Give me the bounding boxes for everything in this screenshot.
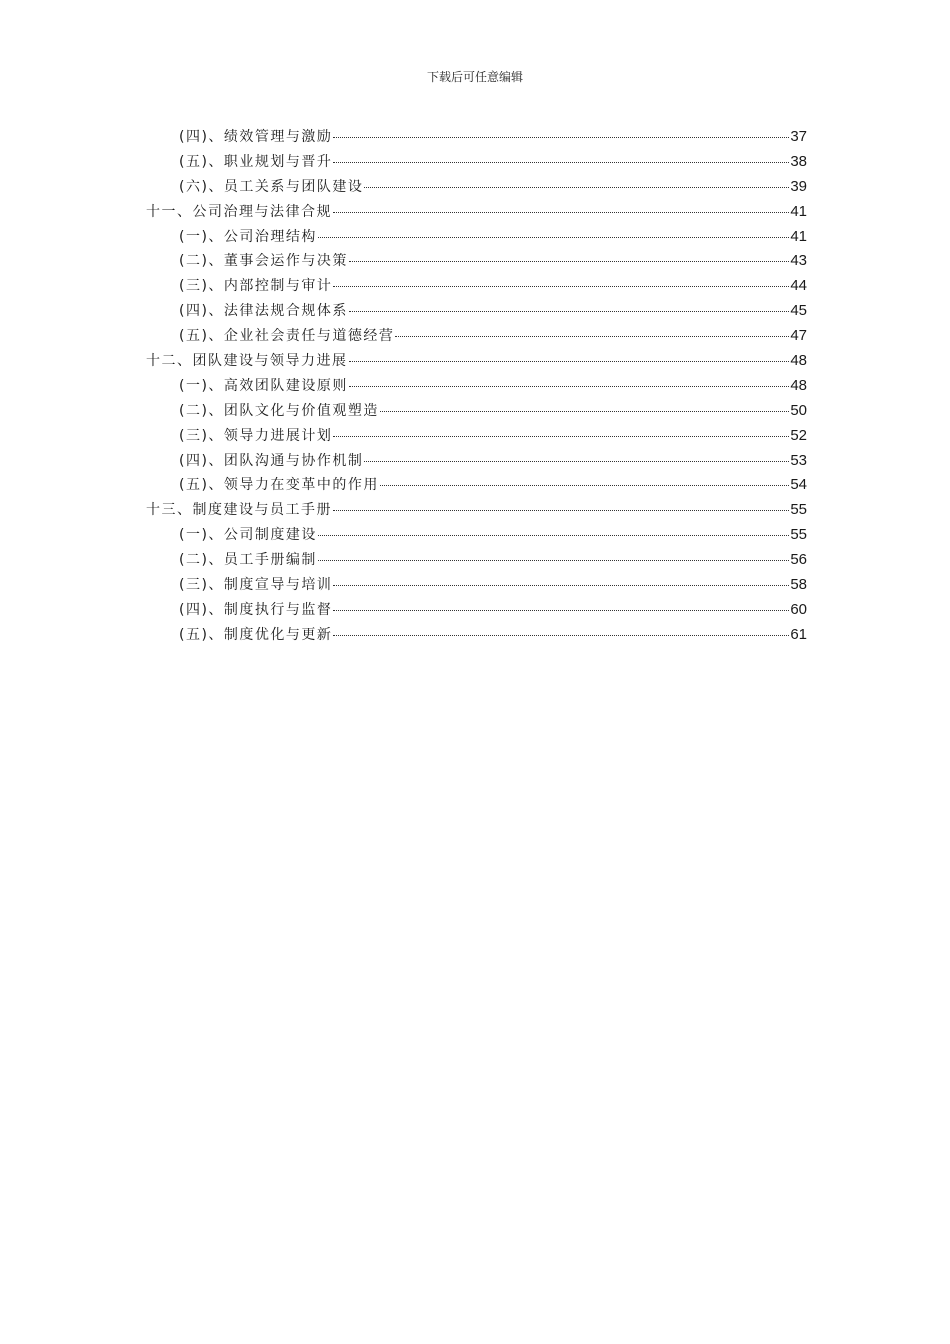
toc-entry[interactable]: [146, 474, 807, 499]
toc-entry-label: (六)、员工关系与团队建设: [179, 178, 364, 195]
toc-entry[interactable]: [146, 325, 807, 350]
toc-page-number: 45: [790, 302, 807, 320]
toc-page-number: 55: [790, 526, 807, 544]
toc-dot-leader: [349, 361, 790, 362]
toc-entry[interactable]: [146, 450, 807, 475]
toc-page-number: 55: [790, 501, 807, 519]
toc-entry-label: (一)、公司治理结构: [179, 228, 317, 245]
toc-entry[interactable]: [146, 425, 807, 450]
toc-dot-leader: [349, 261, 789, 262]
toc-entry[interactable]: [146, 375, 807, 400]
toc-page-number: 41: [790, 227, 807, 245]
toc-dot-leader: [333, 635, 789, 636]
toc-dot-leader: [333, 610, 789, 611]
toc-dot-leader: [333, 137, 789, 138]
toc-entry-label: (三)、内部控制与审计: [179, 278, 333, 295]
toc-chapter-entry[interactable]: [146, 350, 807, 375]
toc-entry-label: 十三、制度建设与员工手册: [146, 502, 332, 519]
toc-dot-leader: [333, 510, 789, 511]
toc-dot-leader: [333, 585, 789, 586]
table-of-contents: [146, 126, 807, 649]
toc-entry-label: (四)、法律法规合规体系: [179, 303, 348, 320]
toc-dot-leader: [333, 162, 789, 163]
toc-page-number: 44: [790, 277, 807, 295]
toc-entry-label: 十一、公司治理与法律合规: [146, 203, 332, 220]
toc-dot-leader: [318, 535, 789, 536]
toc-entry[interactable]: [146, 126, 807, 151]
toc-dot-leader: [333, 436, 789, 437]
toc-entry-label: (五)、领导力在变革中的作用: [179, 477, 379, 494]
toc-dot-leader: [333, 212, 789, 213]
toc-chapter-entry[interactable]: [146, 201, 807, 226]
toc-page-number: 56: [790, 551, 807, 569]
toc-entry-label: 十二、团队建设与领导力进展: [146, 353, 348, 370]
toc-page-number: 52: [790, 426, 807, 444]
toc-entry-label: (五)、企业社会责任与道德经营: [179, 328, 395, 345]
toc-entry-label: (四)、绩效管理与激励: [179, 129, 333, 145]
toc-page-number: 50: [790, 401, 807, 419]
toc-entry[interactable]: [146, 400, 807, 425]
toc-entry-label: (一)、高效团队建设原则: [179, 377, 348, 394]
toc-dot-leader: [349, 386, 789, 387]
page-header: 下载后可任意编辑: [426, 70, 523, 84]
toc-page-number: 60: [790, 600, 807, 618]
toc-entry-label: (三)、领导力进展计划: [179, 427, 333, 444]
toc-dot-leader: [395, 336, 789, 337]
toc-page-number: 53: [790, 451, 807, 469]
toc-chapter-entry[interactable]: [146, 499, 807, 524]
toc-page-number: 38: [790, 152, 807, 170]
toc-dot-leader: [318, 237, 789, 238]
toc-page-number: 58: [790, 576, 807, 594]
toc-page-number: 48: [790, 352, 807, 370]
toc-entry-label: (五)、职业规划与晋升: [179, 153, 333, 170]
toc-entry[interactable]: [146, 574, 807, 599]
toc-page-number: 54: [790, 476, 807, 494]
toc-page-number: 48: [790, 376, 807, 394]
toc-entry[interactable]: [146, 275, 807, 300]
toc-dot-leader: [364, 461, 789, 462]
toc-page-number: 39: [790, 177, 807, 195]
toc-dot-leader: [318, 560, 789, 561]
toc-page-number: 41: [790, 202, 807, 220]
toc-entry[interactable]: [146, 226, 807, 251]
toc-entry[interactable]: [146, 524, 807, 549]
toc-entry-label: (三)、制度宣导与培训: [179, 577, 333, 594]
toc-entry-label: (二)、团队文化与价值观塑造: [179, 402, 379, 419]
toc-page-number: 61: [790, 625, 807, 643]
toc-page-number: 43: [790, 252, 807, 270]
toc-entry[interactable]: [146, 250, 807, 275]
toc-dot-leader: [333, 286, 789, 287]
toc-entry[interactable]: [146, 151, 807, 176]
toc-page-number: 47: [790, 327, 807, 345]
toc-entry[interactable]: [146, 599, 807, 624]
toc-entry-label: (四)、制度执行与监督: [179, 601, 333, 618]
toc-entry-label: (二)、员工手册编制: [179, 552, 317, 569]
toc-dot-leader: [349, 311, 789, 312]
toc-page-number: 37: [790, 128, 807, 145]
toc-dot-leader: [380, 485, 789, 486]
toc-entry-label: (五)、制度优化与更新: [179, 626, 333, 643]
toc-entry[interactable]: [146, 176, 807, 201]
toc-entry[interactable]: [146, 300, 807, 325]
toc-entry[interactable]: [146, 624, 807, 649]
toc-entry[interactable]: [146, 549, 807, 574]
toc-entry-label: (四)、团队沟通与协作机制: [179, 452, 364, 469]
toc-dot-leader: [364, 187, 789, 188]
toc-entry-label: (二)、董事会运作与决策: [179, 253, 348, 270]
toc-dot-leader: [380, 411, 789, 412]
toc-entry-label: (一)、公司制度建设: [179, 527, 317, 544]
